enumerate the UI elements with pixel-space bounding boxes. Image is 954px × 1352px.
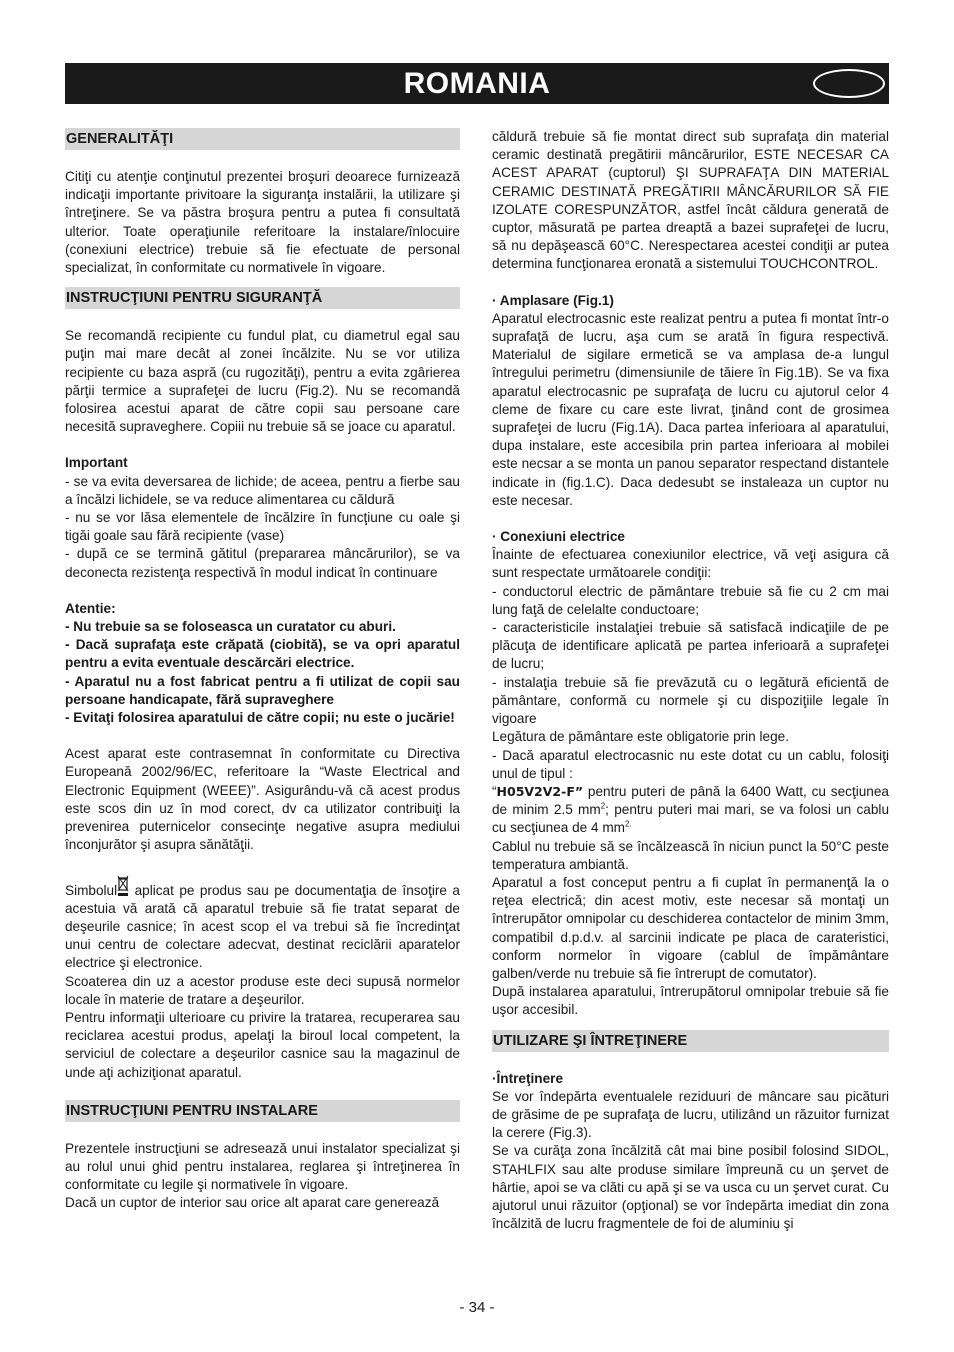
paragraph: Se recomandă recipiente cu fundul plat, cu diametrul egal sau puţin mai mare decât al zonei încălzite. Nu se vor utiliza recipiente cu baza aspră (cu rugozităţi), pentru a evita zgârierea părţii termice a suprafeţei de lucru (Fig.2). Nu se recomandă folosirea acestui aparat de către copii sau persoane care necesită supraveghere. Copiii nu trebuie să se joace cu aparatul. [65,328,460,435]
warning-item: - Evitaţi folosirea aparatului de către copii; nu este o jucărie! [65,710,455,726]
important-title: Important [65,455,128,471]
paragraph: Se vor îndepărta eventualele reziduuri de mâncare sau picături de grăsime de pe suprafaţa de lucru, utilizând un răzuitor furnizat la cerere (Fig.3). [492,1088,889,1141]
paragraph-weee: Acest aparat este contrasemnat în conformitate cu Directiva Europeană 2002/96/EC, referitoare la “Waste Electrical and Electronic Equipment (WEEE)”. Asigurându-vă că acest produs este scos din uz în mod corect, dv ca utilizator contribuiţi la prevenirea puternicelor consecinţe negative asupra mediului înconjurător şi asupra sănătăţii. [65,746,460,853]
subheading-conexiuni: · Conexiuni electrice [492,529,625,545]
section-heading-siguranta: INSTRUCŢIUNI PENTRU SIGURANŢĂ [65,287,460,309]
cable-text: ; pentru puteri mai mari, se va folosi un cablu cu secţiunea de 4 mm [492,802,889,836]
superscript: 2 [600,801,606,811]
header-banner [65,63,889,104]
list-item: - conductorul electric de pământare trebuie să fie cu 2 cm mai lung faţă de celelalte conductoare; [492,583,889,617]
superscript: 2. [624,819,632,829]
quote-mark: “ [492,783,497,799]
crossed-bin-icon [117,873,129,897]
language-badge [813,69,885,98]
paragraph: Cablul nu trebuie să se încălzească în niciun punct la 50°C peste temperatura ambiantă. [492,838,889,872]
list-item: - se va evita deversarea de lichide; de aceea, pentru a fierbe sau a încălzi lichidele, se va reduce alimentarea cu căldură [65,473,460,507]
paragraph: Prezentele instrucţiuni se adresează unui instalator specializat şi au rolul unui ghid pentru instalarea, reglarea şi întreţinerea în conformitate cu legile şi normativele în vigoare. [65,1140,460,1193]
section-heading-instalare: INSTRUCŢIUNI PENTRU INSTALARE [65,1100,460,1122]
atentie-title: Atentie: [65,600,116,616]
warning-item: - Nu trebuie sa se foloseasca un curatator cu aburi. [65,619,396,635]
paragraph: Citiţi cu atenţie conţinutul prezentei broşuri deoarece furnizează indicaţii importante privitoare la siguranţa instalării, la utilizare şi întreţinere. Se va păstra broşura pentru a putea fi consultată ulterior. Toate operaţiunile referitoare la instalare/înlocuire (conexiuni electrice) trebuie să fie efectuate de personal specializat, în conformitate cu normativele în vigoare. [65,169,460,276]
list-item: - nu se vor lăsa elementele de încălzire în funcţiune cu oale şi tigăi goale sau fără recipiente (vase) [65,510,460,544]
paragraph: Pentru informaţii ulterioare cu privire la tratarea, recuperarea sau reciclarea acestui produs, apelaţi la biroul local competent, la serviciul de colectare a deşeurilor casnice sau la magazinul de unde aţi achiziţionat aparatul. [65,1009,460,1080]
right-column [492,128,889,1233]
paragraph: căldură trebuie să fie montat direct sub suprafaţa din material ceramic destinată pregătirii mâncărurilor, ESTE NECESAR CA ACEST APARAT (cuptorul) ŞI SUPRAFAŢA DIN MATERIAL CERAMIC DESTINATĂ PREGĂTIRII MÂNCĂRURILOR SĂ FIE IZOLATE CORESPUNZĂTOR, astfel încât căldura generată de cuptor, măsurată pe partea dreaptă a bazei suprafeţei de lucru, să nu depăşească 60°C. Nerespectarea acestei condiţii ar putea determina funcţionarea eronată a sistemului TOUCHCONTROL. [492,129,889,272]
subheading-amplasare: · Amplasare (Fig.1) [492,292,614,308]
warning-item: - Dacă suprafaţa este crăpată (ciobită), se va opri aparatul pentru a evita eventuale descărcări electrice. [65,637,460,671]
list-item: - Dacă aparatul electrocasnic nu este dotat cu un cablu, folosiţi unul de tipul : [492,747,889,781]
list-item: - caracteristicile instalaţiei trebuie să satisfacă indicaţiile de pe plăcuţa de identificare aplicată pe partea inferioară a suprafeţei de lucru; [492,620,889,672]
page-title: ROMANIA [403,67,551,100]
paragraph: Scoaterea din uz a acestor produse este deci supusă normelor locale în materie de tratare a deşeurilor. [65,973,460,1007]
paragraph: După instalarea aparatului, întrerupătorul omnipolar trebuie să fie uşor accesibil. [492,984,889,1018]
paragraph: Aparatul a fost conceput pentru a fi cuplat în permanenţă la o reţea electrică; din acest motiv, este necesar să montaţi un întrerupător omnipolar cu deschiderea contactelor de minim 3mm, compatibil d.p.d.v. al sarcinii indicate pe placa de carateristici, conform normelor în vigoare (cablul de împământare galben/verde nu trebuie să fie întrerupt de comutator). [492,874,889,981]
symbol-text: aplicat pe produs sau pe documentaţia de însoţire a acestuia vă arată că aparatul trebuie să fie tratat separat de deşeurile casnice; în acest scop el va trebui să fie încredinţat unui centru de colectare adecvat, destinat reciclării aparatelor electrice şi electronice. [65,882,460,971]
section-heading-utilizare: UTILIZARE ŞI ÎNTREŢINERE [492,1030,889,1052]
paragraph-symbol [65,873,460,973]
page-number: - 34 - [459,1299,495,1316]
paragraph: Se va curăţa zona încălzită cât mai bine posibil folosind SIDOL, STAHLFIX sau alte produse similare împreună cu un şervet de hârtie, apoi se va clăti cu apă şi se va usca cu un şervet curat. Cu ajutorul unui răzuitor (opţional) se vor îndepărta imediat din zona încălzită de lucru fragmentele de foi de aluminiu şi [492,1143,889,1232]
cable-code: H05V2V2-F” [496,783,584,799]
subheading-intretinere: ·Întreţinere [492,1070,564,1086]
symbol-label: Simbolul [65,882,118,898]
left-column [65,128,460,1213]
paragraph: Legătura de pământare este obligatorie prin lege. [492,729,789,745]
warning-item: - Aparatul nu a fost fabricat pentru a fi utilizat de copii sau persoane handicapate, fără supraveghere [65,673,460,707]
paragraph: Înainte de efectuarea conexiunilor electrice, vă veţi asigura că sunt respectate următoarele condiţii: [492,547,889,581]
list-item: - instalaţia trebuie să fie prevăzută cu o legătură eficientă de pământare, conformă cu normele şi cu dispoziţiile legale în vigoare [492,674,889,727]
paragraph: Dacă un cuptor de interior sau orice alt aparat care generează [65,1195,440,1211]
cable-text: pentru puteri de până la 6400 Watt, cu secţiunea de minim 2.5 mm [492,783,889,818]
section-heading-generalitati: GENERALITĂŢI [65,128,460,150]
paragraph: Aparatul electrocasnic este realizat pentru a putea fi montat într-o suprafaţă de lucru, aşa cum se arată în figura respectivă. Materialul de sigilare ermetică se va amplasa de-a lungul întregului perimetru (dimensiunile de tăiere în Fig.1B). Se va fixa aparatul electrocasnic pe suprafaţa de lucru cu ajutorul celor 4 cleme de fixare cu care este livrat, ţinând cont de grosimea suprafeţei de lucru (Fig.1A). Daca partea inferioara al aparatului, dupa instalare, este accesibila prin partea inferioara al mobilei este necsar a se monta un panou separator respectand distantele indicate in (fig.1.C). Daca dedesubt se instaleaza un cuptor nu este necesar. [492,310,889,508]
list-item: - după ce se termină gătitul (prepararea mâncărurilor), se va deconecta rezistenţa respectivă în modul indicat în continuare [65,546,460,580]
cable-spec [492,783,889,838]
